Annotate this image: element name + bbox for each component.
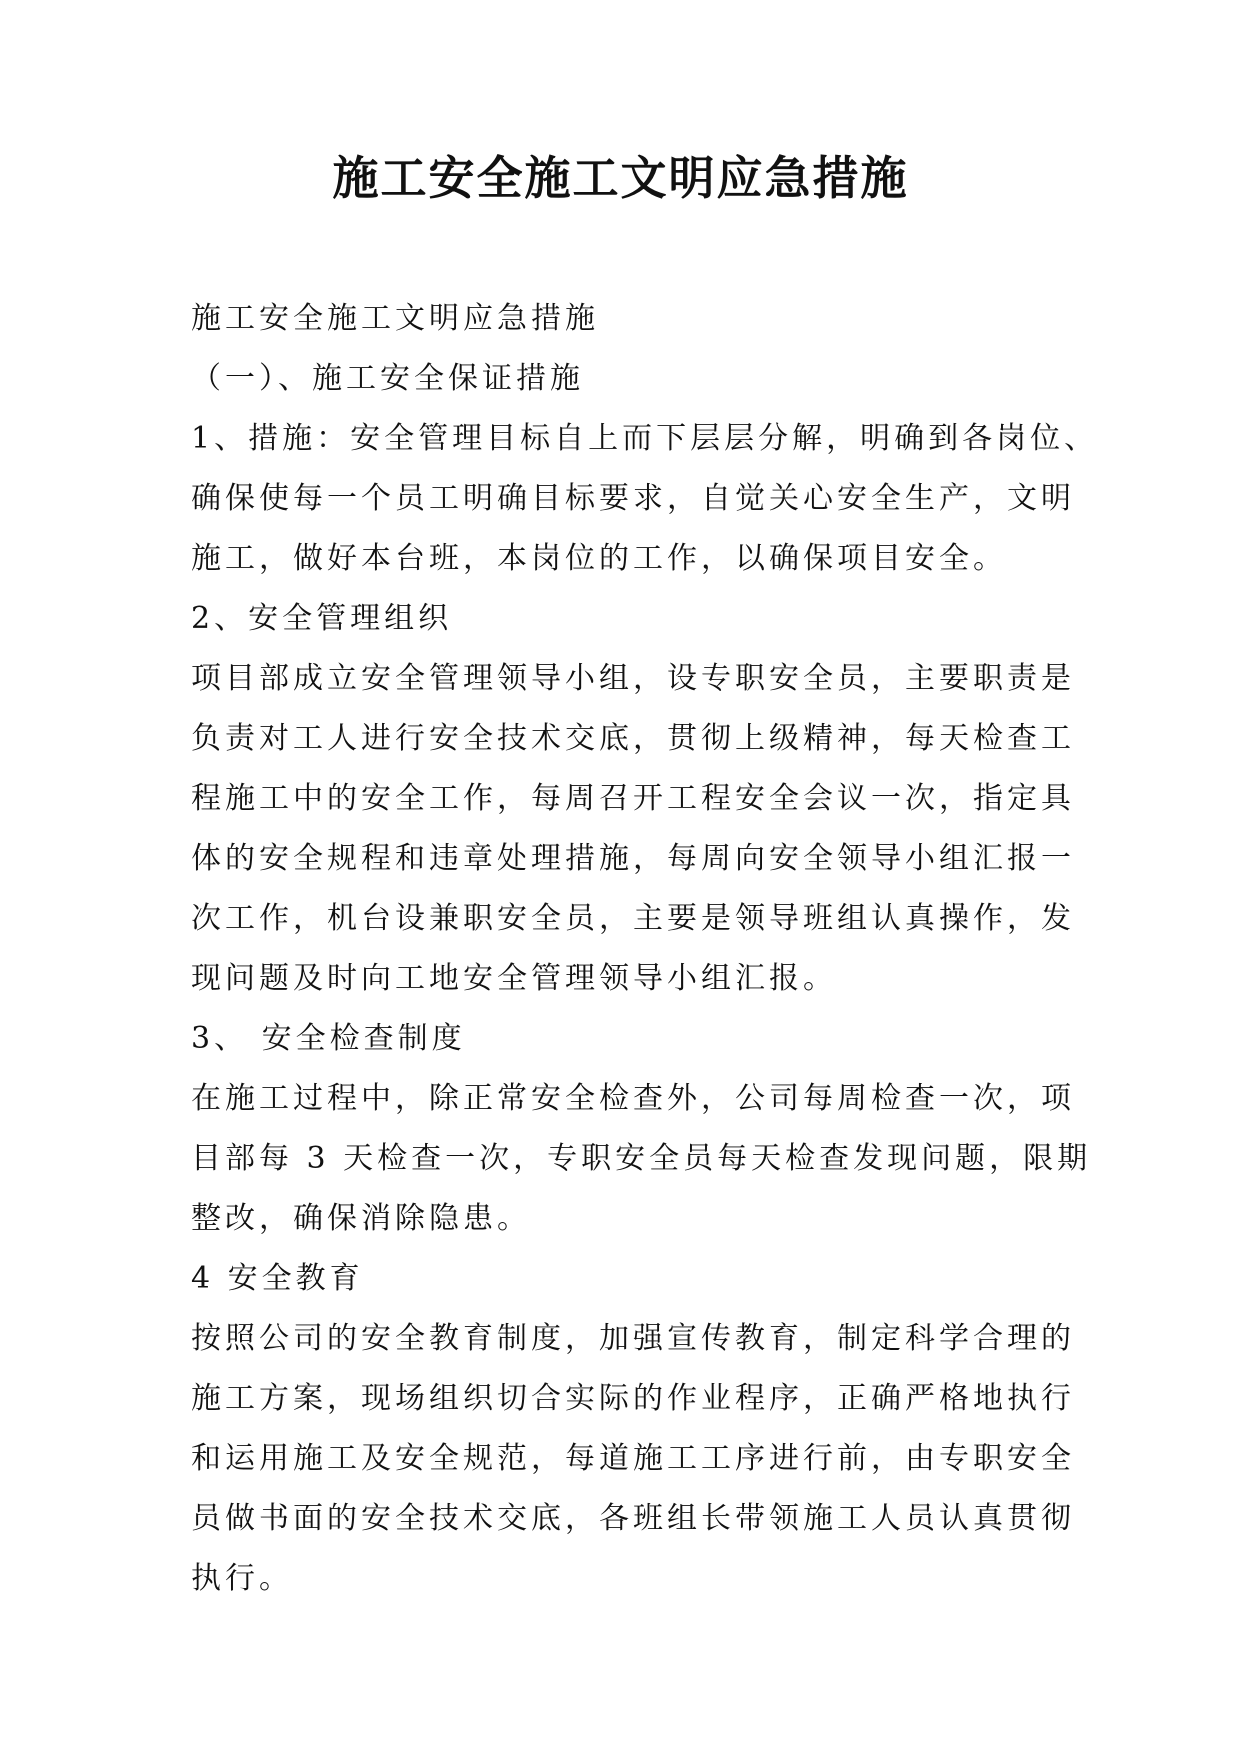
paragraph-line: 员做书面的安全技术交底，各班组长带领施工人员认真贯彻: [191, 1501, 1075, 1536]
document-title: 施工安全施工文明应急措施: [332, 151, 909, 205]
paragraph-line: 执行。: [191, 1561, 293, 1596]
paragraph-line: 目部每 3 天检查一次，专职安全员每天检查发现问题，限期: [191, 1141, 1092, 1176]
paragraph-line: 按照公司的安全教育制度，加强宣传教育，制定科学合理的: [191, 1321, 1075, 1356]
paragraph-line: 现问题及时向工地安全管理领导小组汇报。: [191, 961, 837, 996]
paragraph-line: 负责对工人进行安全技术交底，贯彻上级精神，每天检查工: [191, 721, 1075, 756]
paragraph-line: 在施工过程中，除正常安全检查外，公司每周检查一次，项: [191, 1081, 1075, 1116]
paragraph-line: 项目部成立安全管理领导小组，设专职安全员，主要职责是: [191, 661, 1075, 696]
paragraph-line: 1、措施：安全管理目标自上而下层层分解，明确到各岗位、: [191, 421, 1099, 456]
paragraph-line: 和运用施工及安全规范，每道施工工序进行前，由专职安全: [191, 1441, 1075, 1476]
paragraph-line: 确保使每一个员工明确目标要求，自觉关心安全生产，文明: [191, 481, 1075, 516]
paragraph-line: 体的安全规程和违章处理措施，每周向安全领导小组汇报一: [191, 841, 1075, 876]
document-body: [191, 289, 1099, 1609]
subsection-heading: 2、安全管理组织: [191, 601, 453, 636]
subsection-heading: 4 安全教育: [191, 1261, 364, 1296]
section-heading: （一）、施工安全保证措施: [191, 361, 584, 396]
paragraph-line: 程施工中的安全工作，每周召开工程安全会议一次，指定具: [191, 781, 1075, 816]
paragraph-line: 次工作，机台设兼职安全员，主要是领导班组认真操作，发: [191, 901, 1075, 936]
paragraph-line: 施工方案，现场组织切合实际的作业程序，正确严格地执行: [191, 1381, 1075, 1416]
body-heading: 施工安全施工文明应急措施: [191, 301, 599, 336]
paragraph-line: 整改，确保消除隐患。: [191, 1201, 531, 1236]
paragraph-line: 施工，做好本台班，本岗位的工作，以确保项目安全。: [191, 541, 1007, 576]
subsection-heading: 3、 安全检查制度: [191, 1021, 466, 1056]
